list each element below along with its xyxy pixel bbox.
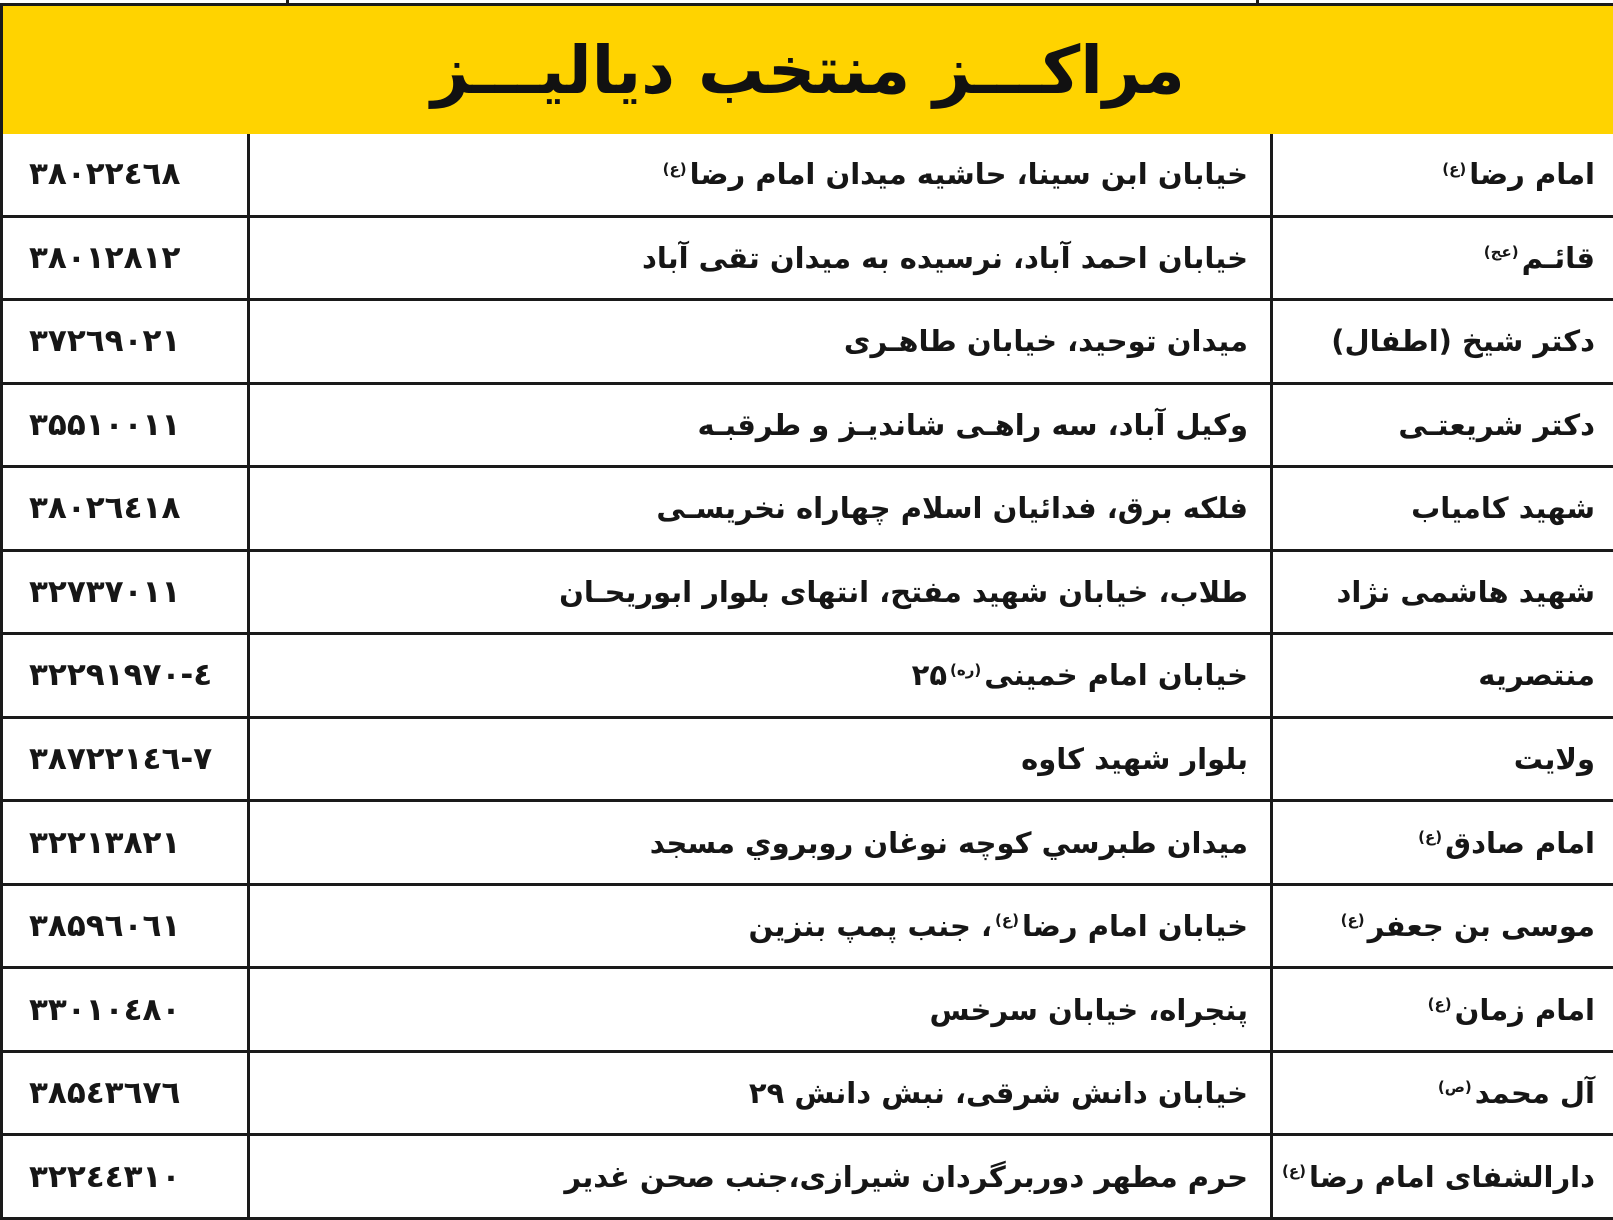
center-address: میدان توحید، خیابان طاهـری <box>843 324 1248 359</box>
table-row <box>2 383 1613 467</box>
page-title: مراکـــز منتخب دیالیـــز <box>431 31 1185 109</box>
center-phone-cell <box>2 383 249 467</box>
center-phone: ۳۸۰۲۲٤٦۸ <box>29 156 181 193</box>
center-phone: ۳۳۰۱۰٤۸۰ <box>29 991 181 1028</box>
center-phone: ۳۲۲٤٤۳۱۰ <box>29 1158 181 1195</box>
center-name: شهید کامیاب <box>1411 491 1595 526</box>
center-phone-cell <box>2 717 249 801</box>
center-name-cell <box>1272 717 1613 801</box>
center-phone-cell <box>2 801 249 885</box>
center-address-cell <box>249 1135 1272 1219</box>
center-address-cell <box>249 216 1272 300</box>
center-name: امام صادق <box>1445 825 1595 860</box>
honorific-mark: (ع) <box>1281 1162 1306 1181</box>
honorific-mark: (ص) <box>1437 1078 1472 1097</box>
center-name: امام رضا <box>1469 157 1595 192</box>
center-phone-cell <box>2 884 249 968</box>
center-address-cell <box>249 134 1272 216</box>
center-name: امام زمان <box>1454 992 1595 1027</box>
center-address: خیابان امام رضا <box>1022 909 1248 944</box>
center-name-cell <box>1272 801 1613 885</box>
honorific-mark: (ع) <box>1340 911 1365 930</box>
center-address-cell <box>249 383 1272 467</box>
center-address: خیابان امام خمینی <box>984 658 1248 693</box>
center-address-tail: ، جنب پمپ بنزین <box>748 909 993 944</box>
center-address-tail: ۲۵ <box>911 658 948 693</box>
center-phone: ۳۲۷۳۷۰۱۱ <box>29 573 181 610</box>
table-row <box>2 1051 1613 1135</box>
honorific-mark: (عج) <box>1483 243 1519 262</box>
center-name: دکتر شریعتـی <box>1398 407 1595 442</box>
center-address-cell <box>249 634 1272 718</box>
center-address: حرم مطهر دوربرگردان شیرازی،جنب صحن غدیر <box>564 1159 1248 1194</box>
table-row <box>2 884 1613 968</box>
honorific-mark: (ع) <box>1442 159 1467 178</box>
center-phone: ۳۸۷۲۲۱٤٦-۷ <box>29 740 213 777</box>
center-phone: ۳۸۵۹٦۰٦۱ <box>29 908 181 945</box>
center-phone: ۳۸۵٤۳٦۷٦ <box>29 1075 181 1112</box>
center-address-cell <box>249 1051 1272 1135</box>
center-address: خیابان دانش شرقی، نبش دانش ۲۹ <box>748 1076 1248 1111</box>
center-name-cell <box>1272 884 1613 968</box>
center-name: قائـم <box>1521 240 1595 275</box>
center-address: فلکه برق، فدائیان اسلام چهاراه نخریسـی <box>656 491 1248 526</box>
center-phone: ۳۲۲۹۱۹۷۰-٤ <box>29 657 213 694</box>
table-row <box>2 801 1613 885</box>
table-row <box>2 467 1613 551</box>
center-name-cell <box>1272 383 1613 467</box>
honorific-mark: (ع) <box>995 911 1019 930</box>
center-phone-cell <box>2 216 249 300</box>
table-row <box>2 300 1613 384</box>
center-phone-cell <box>2 1051 249 1135</box>
center-address: وکیل آباد، سه راهـی شاندیـز و طرقبـه <box>697 407 1248 442</box>
center-name: ولایت <box>1513 741 1595 776</box>
center-name-cell <box>1272 1051 1613 1135</box>
centers-table-body <box>2 134 1613 1219</box>
center-address: خیابان احمد آباد، نرسیده به میدان تقی آباد <box>641 240 1248 275</box>
center-address: ميدان طبرسي كوچه نوغان روبروي مسجد <box>649 825 1248 860</box>
center-address-cell <box>249 968 1272 1052</box>
center-phone: ۳۸۰۲٦٤۱۸ <box>29 490 181 527</box>
table-row <box>2 134 1613 216</box>
center-phone-cell <box>2 968 249 1052</box>
table-row <box>2 550 1613 634</box>
center-address-cell <box>249 300 1272 384</box>
center-name: شهید هاشمی نژاد <box>1336 574 1595 609</box>
center-name: دکتر شیخ (اطفال) <box>1331 324 1595 359</box>
center-address-cell <box>249 801 1272 885</box>
center-name-cell <box>1272 300 1613 384</box>
center-address: بلوار شهید کاوه <box>1021 741 1248 776</box>
center-phone: ۳۷۲٦۹۰۲۱ <box>29 323 181 360</box>
center-phone-cell <box>2 634 249 718</box>
centers-table <box>0 134 1613 1220</box>
table-row <box>2 717 1613 801</box>
center-name-cell <box>1272 634 1613 718</box>
title-banner <box>0 6 1613 134</box>
center-name-cell <box>1272 134 1613 216</box>
honorific-mark: (ع) <box>1427 994 1452 1013</box>
center-phone-cell <box>2 467 249 551</box>
center-name: دارالشفای امام رضا <box>1308 1159 1595 1194</box>
center-address: خیابان ابن سینا، حاشیه میدان امام رضا <box>689 157 1248 192</box>
center-address-cell <box>249 717 1272 801</box>
center-phone: ۳۲۲۱۳۸۲۱ <box>29 824 181 861</box>
center-phone-cell <box>2 1135 249 1219</box>
center-name: موسی بن جعفر <box>1367 909 1595 944</box>
table-row <box>2 634 1613 718</box>
center-name-cell <box>1272 968 1613 1052</box>
table-row <box>2 216 1613 300</box>
center-phone-cell <box>2 300 249 384</box>
center-address-cell <box>249 467 1272 551</box>
center-name-cell <box>1272 467 1613 551</box>
center-name-cell <box>1272 550 1613 634</box>
honorific-mark: (ره) <box>950 660 982 679</box>
center-name-cell <box>1272 216 1613 300</box>
center-address-cell <box>249 884 1272 968</box>
honorific-mark: (ع) <box>1418 827 1443 846</box>
center-name: منتصریه <box>1478 658 1595 693</box>
center-phone-cell <box>2 550 249 634</box>
center-address: پنجراه، خیابان سرخس <box>929 992 1248 1027</box>
center-name-cell <box>1272 1135 1613 1219</box>
table-row <box>2 968 1613 1052</box>
center-address: طلاب، خیابان شهید مفتح، انتهای بلوار ابوریحـان <box>559 574 1248 609</box>
center-name: آل محمد <box>1474 1076 1595 1111</box>
center-address-cell <box>249 550 1272 634</box>
center-phone-cell <box>2 134 249 216</box>
honorific-mark: (ع) <box>662 159 687 178</box>
center-phone: ۳۸۰۱۲۸۱۲ <box>29 239 181 276</box>
center-phone: ۳۵۵۱۰۰۱۱ <box>29 406 181 443</box>
table-row <box>2 1135 1613 1219</box>
